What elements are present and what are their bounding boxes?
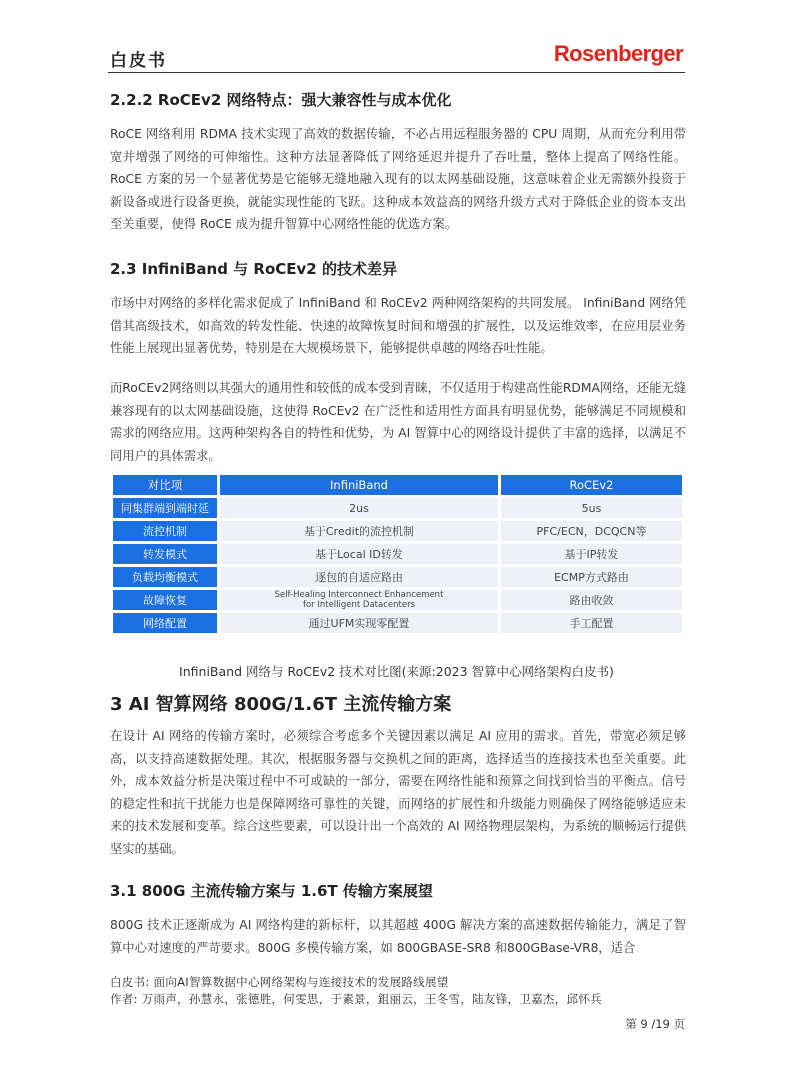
table-cell: 逐包的自适应路由 bbox=[220, 567, 498, 587]
header-title: 白皮书 bbox=[110, 51, 167, 71]
table-row bbox=[113, 613, 682, 633]
table-cell: 路由收敛 bbox=[501, 590, 682, 610]
table-cell bbox=[220, 590, 498, 610]
row-label: 同集群端到端时延 bbox=[113, 498, 217, 518]
cell-line: for Intelligent Datacenters bbox=[302, 600, 416, 610]
header-divider bbox=[108, 72, 685, 73]
table-cell: ECMP方式路由 bbox=[501, 567, 682, 587]
table-cell: 基于Local ID转发 bbox=[220, 544, 498, 564]
brand-logo: Rosenberger bbox=[553, 41, 683, 66]
table-caption: InfiniBand 网络与 RoCEv2 技术对比图(来源:2023 智算中心网络架构白皮书) bbox=[179, 664, 614, 679]
table-header-cell: RoCEv2 bbox=[501, 475, 682, 495]
table-row bbox=[113, 498, 682, 518]
table-cell: 5us bbox=[501, 498, 682, 518]
paragraph: RoCE 网络利用 RDMA 技术实现了高效的数据传输，不必占用远程服务器的 CPU 周期，从而充分利用带宽并增强了网络的可伸缩性。这种方法显著降低了网络延迟并提升了吞吐量，整体上提高了网络性能。RoCE 方案的另一个显著优势是它能够无缝地融入现有的以太网基础设施，这意味着企业无需额外投资于新设备或进行设备更换，就能实现性能的飞跃。这种成本效益高的网络升级方式对于降低企业的资本支出至关重要，使得 RoCE 成为提升智算中心网络性能的优选方案。 bbox=[110, 127, 686, 232]
table-cell: 手工配置 bbox=[501, 613, 682, 633]
section-heading-3: 3 AI 智算网络 800G/1.6T 主流传输方案 bbox=[110, 694, 452, 715]
table-row bbox=[113, 544, 682, 564]
footer-authors: 作者: 万雨声，孙慧永，张德胜，何雯思，于素景，鉏丽云，王冬雪，陆友锋，卫嘉杰，邱怀兵 bbox=[110, 992, 602, 1006]
comparison-table bbox=[110, 472, 685, 636]
table-cell: 通过UFM实现零配置 bbox=[220, 613, 498, 633]
paragraph: 800G 技术正逐渐成为 AI 网络构建的新标杆，以其超越 400G 解决方案的高速数据传输能力，满足了智算中心对速度的严苛要求。800G 多模传输方案，如 800GBASE-SR8 和800GBase-VR8，适合 bbox=[110, 918, 686, 955]
table-row bbox=[113, 567, 682, 587]
page-number: 第 9 /19 页 bbox=[625, 1017, 685, 1031]
table-cell: PFC/ECN，DCQCN等 bbox=[501, 521, 682, 541]
section-heading-2-2-2: 2.2.2 RoCEv2 网络特点：强大兼容性与成本优化 bbox=[110, 91, 452, 109]
row-label: 转发模式 bbox=[113, 544, 217, 564]
table-cell: 2us bbox=[220, 498, 498, 518]
footer-title: 白皮书: 面向AI智算数据中心网络架构与连接技术的发展路线展望 bbox=[110, 975, 449, 989]
row-label: 网络配置 bbox=[113, 613, 217, 633]
section-heading-3-1: 3.1 800G 主流传输方案与 1.6T 传输方案展望 bbox=[110, 882, 433, 900]
paragraph: 市场中对网络的多样化需求促成了 InfiniBand 和 RoCEv2 两种网络架构的共同发展。 InfiniBand 网络凭借其高级技术，如高效的转发性能、快速的故障恢复时间和增强的扩展性，以及运维效率，在应用层业务性能上展现出显著优势，特别是在大规模场景下，能够提供卓越的网络吞吐性能。 bbox=[110, 296, 686, 356]
row-label: 负载均衡模式 bbox=[113, 567, 217, 587]
row-label: 流控机制 bbox=[113, 521, 217, 541]
table-cell: 基于Credit的流控机制 bbox=[220, 521, 498, 541]
table-cell: 基于IP转发 bbox=[501, 544, 682, 564]
table-header-row bbox=[113, 475, 682, 495]
table-header-cell: InfiniBand bbox=[220, 475, 498, 495]
table-header-cell: 对比项 bbox=[113, 475, 217, 495]
paragraph: 在设计 AI 网络的传输方案时，必须综合考虑多个关键因素以满足 AI 应用的需求。首先，带宽必须足够高，以支持高速数据处理。其次，根据服务器与交换机之间的距离，选择适当的连接技术也至关重要。此外，成本效益分析是决策过程中不可或缺的一部分，需要在网络性能和预算之间找到恰当的平衡点。信号的稳定性和抗干扰能力也是保障网络可靠性的关键，而网络的扩展性和升级能力则确保了网络能够适应未来的技术发展和变革。综合这些要素，可以设计出一个高效的 AI 网络物理层架构，为系统的顺畅运行提供坚实的基础。 bbox=[110, 729, 686, 856]
cell-line: Self-Healing Interconnect Enhancement bbox=[274, 590, 444, 600]
section-heading-2-3: 2.3 InfiniBand 与 RoCEv2 的技术差异 bbox=[110, 260, 397, 278]
table-row bbox=[113, 590, 682, 610]
row-label: 故障恢复 bbox=[113, 590, 217, 610]
paragraph: 而RoCEv2网络则以其强大的通用性和较低的成本受到青睐，不仅适用于构建高性能RDMA网络，还能无缝兼容现有的以太网基础设施，这使得 RoCEv2 在广泛性和适用性方面具有明显优势，能够满足不同规模和需求的网络应用。这两种架构各自的特性和优势，为 AI 智算中心的网络设计提供了丰富的选择，以满足不同用户的具体需求。 bbox=[110, 381, 686, 463]
table-row bbox=[113, 521, 682, 541]
